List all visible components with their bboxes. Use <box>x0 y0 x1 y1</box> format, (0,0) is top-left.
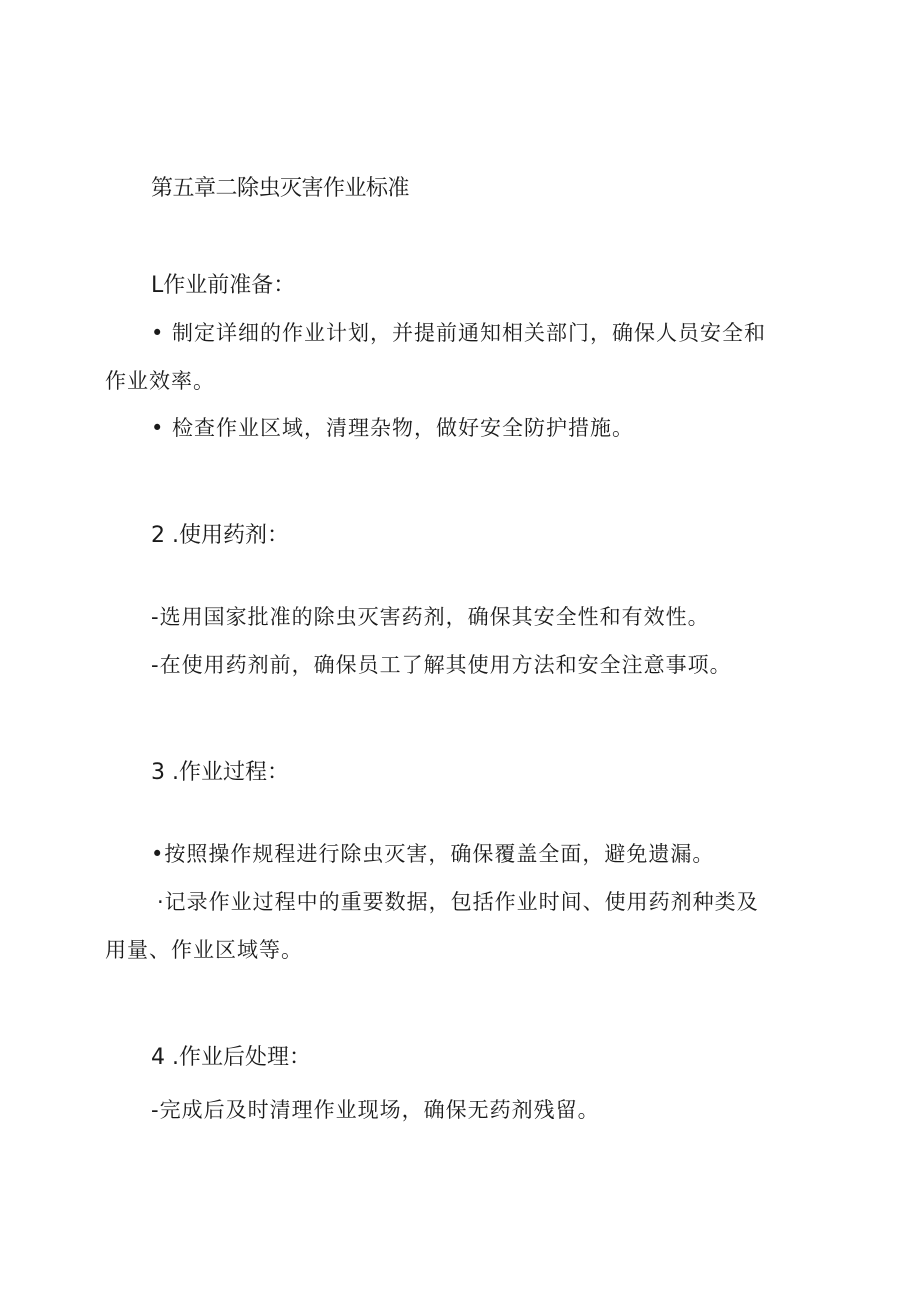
section-1-line-2: 作业效率。 <box>105 369 215 393</box>
section-heading-3: 3 .作业过程： <box>151 760 289 785</box>
section-heading-4: 4 .作业后处理： <box>151 1045 311 1070</box>
section-3-line-3: 用量、作业区域等。 <box>105 938 303 962</box>
section-4-line-1: -完成后及时清理作业现场，确保无药剂残留。 <box>151 1098 600 1122</box>
section-1-line-3: • 检查作业区域，清理杂物，做好安全防护措施。 <box>151 416 635 440</box>
page-title: 第五章二除虫灭害作业标准 <box>151 176 410 201</box>
section-2-line-2: -在使用药剂前，确保员工了解其使用方法和安全注意事项。 <box>151 653 732 677</box>
section-heading-1: L作业前准备： <box>151 273 296 298</box>
section-3-line-1: •按照操作规程进行除虫灭害，确保覆盖全面，避免遗漏。 <box>151 842 715 866</box>
section-1-line-1: • 制定详细的作业计划，并提前通知相关部门，确保人员安全和 <box>151 321 767 345</box>
section-3-line-2: ·记录作业过程中的重要数据，包括作业时间、使用药剂种类及 <box>157 890 759 914</box>
section-2-line-1: -选用国家批准的除虫灭害药剂，确保其安全性和有效性。 <box>151 605 710 629</box>
section-heading-2: 2 .使用药剂： <box>151 523 289 548</box>
